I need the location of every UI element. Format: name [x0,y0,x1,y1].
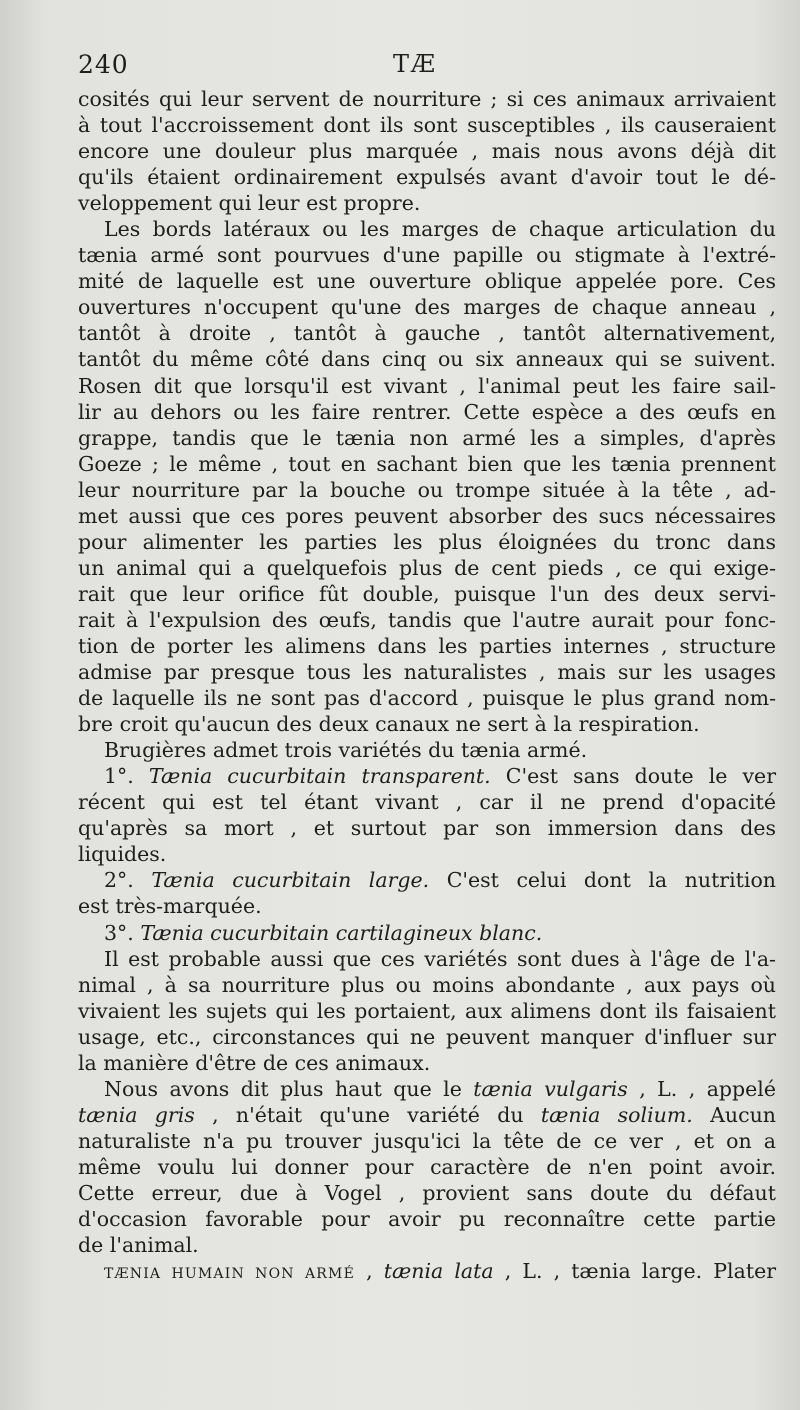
text-line: récent qui est tel étant vivant , car il ne prend d'opacité [78,790,776,815]
text-line: encore une douleur plus marquée , mais nous avons déjà dit [78,139,776,164]
italic-text: tænia lata [383,1259,494,1284]
text-line: de laquelle ils ne sont pas d'accord , puisque le plus grand nom- [78,686,776,711]
text-line: leur nourriture par la bouche ou trompe située à la tête , ad- [78,477,776,502]
text-line: grappe, tandis que le tænia non armé les a simples, d'après [78,425,776,450]
text-line: la manière d'être de ces animaux. [78,1050,431,1075]
text-line: tantôt à droite , tantôt à gauche , tantôt alternativement, [78,321,776,346]
text-line: lir au dehors ou les faire rentrer. Cette espèce a des œufs en [78,399,776,424]
text-line: d'occasion favorable pour avoir pu reconnaître cette partie [78,1207,776,1232]
text-line [78,920,776,946]
text-run: , L. , tænia large. Plater [493,1259,776,1284]
text-run: 2°. [104,868,152,893]
text-line: un animal qui a quelquefois plus de cent pieds , ce qui exige- [78,555,776,580]
body-text [78,86,776,1284]
text-line: tænia armé sont pourvues d'une papille ou stigmate à l'extré- [78,243,776,268]
italic-text: Tænia cucurbitain cartilagineux blanc. [140,920,543,945]
page-number: 240 [78,50,129,79]
text-line: admise par presque tous les naturalistes , mais sur les usages [78,660,776,685]
text-line: rait à l'expulsion des œufs, tandis que l'autre aurait pour fonc- [78,607,776,632]
text-line: veloppement qui leur est propre. [78,191,421,216]
page-header [78,50,752,84]
text-run: , n'était qu'une variété du [194,1102,541,1127]
running-head: TÆ [392,50,438,78]
text-line: tantôt du même côté dans cinq ou six anneaux qui se suivent. [78,347,776,372]
text-line: Il est probable aussi que ces variétés sont dues à l'âge de l'a- [104,946,776,971]
text-line: qu'après sa mort , et surtout par son immersion dans des [78,816,776,841]
text-line: de l'animal. [78,1233,199,1258]
italic-text: tænia solium. [540,1102,693,1127]
text-line [78,867,776,893]
text-line: liquides. [78,842,167,867]
text-line [78,1102,776,1128]
italic-text: Tænia cucurbitain large. [151,868,430,893]
text-line: est très-marquée. [78,894,262,919]
text-line: Brugières admet trois variétés du tænia armé. [104,738,588,763]
text-line [78,1258,776,1284]
text-run: Aucun [692,1102,776,1127]
text-line: bre croit qu'aucun des deux canaux ne sert à la respiration. [78,712,700,737]
italic-text: tænia gris [78,1102,195,1127]
text-run: 3°. [104,920,141,945]
text-run: , [355,1259,384,1284]
text-line [78,1076,776,1102]
text-line: usage, etc., circonstances qui ne peuvent manquer d'influer sur [78,1024,776,1049]
text-line: vivaient les sujets qui les portaient, aux alimens dont ils faisaient [78,998,776,1023]
text-line: rait que leur orifice fût double, puisque l'un des deux servi- [78,581,776,606]
text-run: 1°. [104,764,149,789]
text-line: Rosen dit que lorsqu'il est vivant , l'animal peut les faire sail- [78,373,776,398]
text-line: qu'ils étaient ordinairement expulsés avant d'avoir tout le dé- [78,165,776,190]
text-run: Nous avons dit plus haut que le [104,1076,474,1101]
italic-text: tænia vulgaris [473,1076,628,1101]
italic-text: Tænia cucurbitain transparent. [148,764,491,789]
text-line: même voulu lui donner pour caractère de n'en point avoir. [78,1154,776,1179]
text-line: mité de laquelle est une ouverture oblique appelée pore. Ces [78,269,776,294]
text-line: Les bords latéraux ou les marges de chaque articulation du [104,217,776,242]
text-line: à tout l'accroissement dont ils sont susceptibles , ils causeraient [78,113,776,138]
text-line [78,763,776,789]
text-run: C'est sans doute le ver [490,764,776,789]
text-line: Cette erreur, due à Vogel , provient sans doute du défaut [78,1180,776,1205]
text-line: pour alimenter les parties les plus éloignées du tronc dans [78,529,776,554]
text-line: tion de porter les alimens dans les parties internes , structure [78,633,776,658]
text-line: met aussi que ces pores peuvent absorber des sucs nécessaires [78,503,776,528]
text-line: cosités qui leur servent de nourriture ; si ces animaux arrivaient [78,87,776,111]
text-run: C'est celui dont la nutrition [429,868,777,893]
text-line: Goeze ; le même , tout en sachant bien que les tænia prennent [78,451,776,476]
text-line: naturaliste n'a pu trouver jusqu'ici la tête de ce ver , et on a [78,1128,776,1153]
text-run: , L. , appelé [627,1076,776,1101]
small-caps-text: TÆNIA HUMAIN NON ARMÉ [104,1266,355,1283]
text-line: nimal , à sa nourriture plus ou moins abondante , aux pays où [78,972,776,997]
text-line: ouvertures n'occupent qu'une des marges de chaque anneau , [78,295,776,320]
